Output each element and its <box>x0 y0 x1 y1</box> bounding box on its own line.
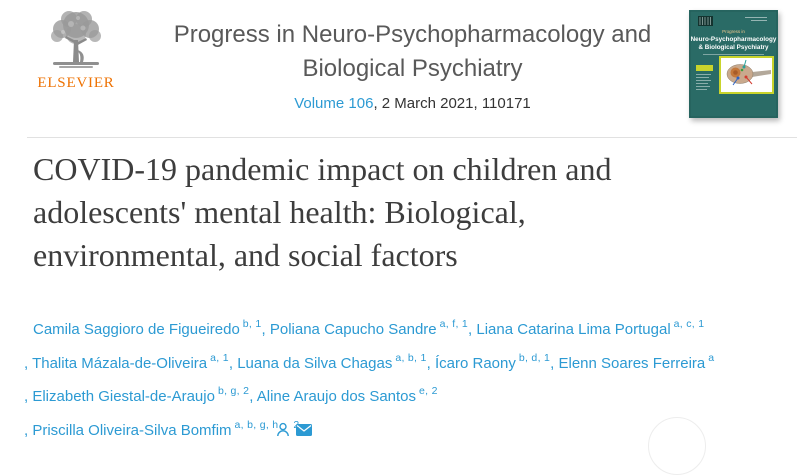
author-link[interactable]: Luana da Silva Chagas <box>237 354 393 372</box>
author-affiliation-sup: a <box>708 351 715 364</box>
author-footnote-sup: 2 <box>293 418 300 431</box>
author-line <box>24 345 788 379</box>
journal-title-line2: Biological Psychiatry <box>302 55 523 82</box>
author-separator: , <box>228 354 238 372</box>
author-affiliation-sup: b, g, 2 <box>217 385 250 397</box>
author-affiliation-sup: a, f, 1 <box>439 318 469 330</box>
author-link[interactable]: Liana Catarina Lima Portugal <box>476 321 671 338</box>
author-affiliation-sup: a, b, g, h <box>234 418 279 431</box>
author-affiliation-sup: e, 2 <box>419 385 438 397</box>
author-link[interactable]: Ícaro Raony <box>434 354 516 372</box>
journal-title-link[interactable] <box>140 18 685 86</box>
author-separator: , <box>261 321 270 338</box>
author-link[interactable]: Thalita Mázala-de-Oliveira <box>32 354 208 372</box>
author-separator: , <box>24 421 33 439</box>
author-separator: , <box>468 321 477 338</box>
author-separator: , <box>426 354 435 372</box>
author-line <box>33 311 788 345</box>
author-link[interactable]: Poliana Capucho Sandre <box>269 321 437 338</box>
corresponding-author-email-icon[interactable] <box>305 418 312 447</box>
author-separator: , <box>24 388 33 405</box>
author-affiliation-sup: a, 1 <box>210 351 229 364</box>
author-separator: , <box>24 354 33 372</box>
journal-cover-thumbnail[interactable] <box>689 10 778 118</box>
journal-header <box>140 18 685 112</box>
floating-action-button-peek[interactable] <box>648 417 706 475</box>
elsevier-wordmark: ELSEVIER <box>37 75 115 91</box>
author-link[interactable]: Priscilla Oliveira-Silva Bomfim <box>32 421 232 439</box>
header-divider <box>27 137 797 138</box>
author-link[interactable]: Elenn Soares Ferreira <box>558 354 706 372</box>
author-link[interactable]: Aline Araujo dos Santos <box>256 388 417 405</box>
author-affiliation-sup: b, d, 1 <box>518 351 551 364</box>
article-title-line2: adolescents' mental health: Biological, <box>33 194 526 230</box>
cover-barcode <box>698 16 713 26</box>
svg-text:& Biological Psychiatry: & Biological Psychiatry <box>698 44 769 51</box>
elsevier-logo[interactable] <box>33 10 119 100</box>
svg-text:Neuro-Psychopharmacology: Neuro-Psychopharmacology <box>690 36 777 43</box>
volume-link[interactable]: Volume 106 <box>294 95 374 112</box>
author-affiliation-sup: b, 1 <box>242 318 262 330</box>
author-link[interactable]: Camila Saggioro de Figueiredo <box>33 321 240 338</box>
article-title-line1: COVID-19 pandemic impact on children and <box>33 151 612 187</box>
article-title-line3: environmental, and social factors <box>33 237 458 273</box>
article-title <box>33 148 778 277</box>
author-separator: , <box>249 388 257 405</box>
issue-info: , 2 March 2021, 110171 <box>373 95 531 112</box>
elsevier-tree-icon <box>45 10 107 74</box>
journal-banner <box>0 0 797 137</box>
author-line <box>24 378 788 412</box>
cover-brain-figure <box>720 57 773 93</box>
author-link[interactable]: Elizabeth Giestal-de-Araujo <box>32 388 215 405</box>
author-profile-icon[interactable] <box>285 419 290 448</box>
volume-issue-line <box>140 95 685 112</box>
journal-cover-art <box>689 10 778 118</box>
author-affiliation-sup: a, c, 1 <box>673 318 705 330</box>
svg-text:Progress in: Progress in <box>722 29 745 34</box>
journal-title-line1: Progress in Neuro-Psychopharmacology and <box>173 21 652 48</box>
author-affiliation-sup: a, b, 1 <box>395 351 427 364</box>
author-separator: , <box>550 354 559 372</box>
